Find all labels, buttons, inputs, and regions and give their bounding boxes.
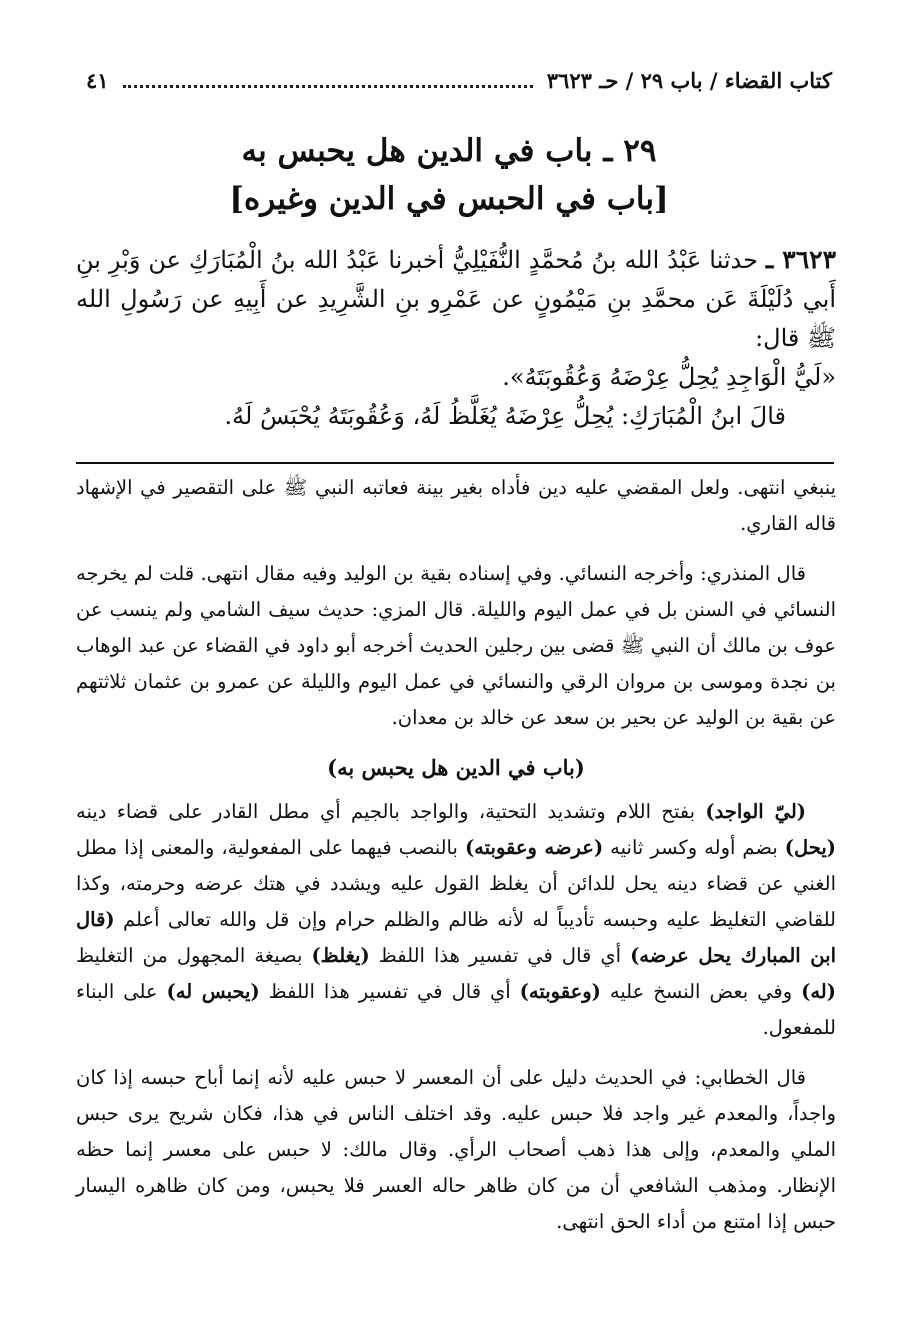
commentary-subheading: (باب في الدين هل يحبس به)	[327, 755, 585, 780]
sharh-text-6: وفي بعض النسخ عليه	[600, 980, 802, 1003]
sharh-bold-1: (ليّ الواجد)	[705, 800, 807, 823]
sharh-bold-7: (وعقوبته)	[519, 980, 601, 1003]
sharh-text-4: أي قال في تفسير هذا اللفظ	[369, 944, 631, 967]
chapter-alt-title: [باب في الحبس في الدين وغيره]	[229, 181, 669, 217]
sharh-text-1: بفتح اللام وتشديد التحتية، والواجد بالجيم أي مطل القادر على قضاء دينه	[76, 800, 706, 823]
sharh-text-8: على البناء للمفعول.	[76, 980, 836, 1039]
commentary	[76, 470, 836, 1254]
page-number: ٤١	[86, 68, 109, 93]
sharh-text-3: بالنصب فيهما على المفعولية، والمعنى إذا مطل الغني عن قضاء دينه يحل للدائن أن يغلظ القول عليه ويشدد في هتك عرضه وحرمته، وكذا للقاضي التغليظ عليه وحبسه تأديباً له لأنه ظالم والظلم حرام وإن قل والله تعالى أعلم	[76, 836, 836, 931]
sharh-paragraph	[76, 794, 836, 1046]
sharh-bold-8: (يحبس له)	[166, 980, 260, 1003]
sharh-bold-4: (قال ابن المبارك يحل عرضه)	[76, 908, 836, 967]
sharh-bold-3: (عرضه وعقوبته)	[464, 836, 604, 859]
leader-dots	[123, 73, 533, 88]
khattabi-paragraph: قال الخطابي: في الحديث دليل على أن المعسر لا حبس عليه لأنه إنما أباح حبسه إذا كان واجداً، والمعدم غير واجد فلا حبس عليه. وقد اختلف الناس في هذا، فكان شريح يرى حبس الملي والمعدم، وإلى هذا ذهب أصحاب الرأي. وقال مالك: لا حبس على معسر إنما حظه الإنظار. ومذهب الشافعي أن من كان ظاهر حاله العسر فلا يحبس، ومن كان ظاهره اليسار حبس إذا امتنع من أداء الحق انتهى.	[76, 1066, 836, 1233]
hadith-matn: «لَيُّ الْوَاجِدِ يُحِلُّ عِرْضَهُ وَعُقُوبَتَهُ».	[502, 363, 836, 391]
running-title: كتاب القضاء / باب ٢٩ / حـ ٣٦٢٣	[546, 68, 832, 93]
sharh-bold-2: (يحل)	[784, 836, 837, 859]
chapter-title: ٢٩ ـ باب في الدين هل يحبس به	[241, 133, 657, 169]
mundhiri-paragraph: قال المنذري: وأخرجه النسائي. وفي إسناده بقية بن الوليد وفيه مقال انتهى. قلت لم يخرجه النسائي في السنن بل في عمل اليوم والليلة. قال المزي: حديث سيف الشامي ولم ينسب عن عوف بن مالك أن النبي ﷺ قضى بين رجلين الحديث أخرجه أبو داود في القضاء عن عبد الوهاب بن نجدة وموسى بن مروان الرقي والنسائي في عمل اليوم والليلة عن عمرو بن عثمان ثلاثتهم عن بقية بن الوليد عن بحير بن سعد عن خالد بن معدان.	[76, 562, 836, 729]
hadith-isnad: حدثنا عَبْدُ الله بنُ مُحمَّدٍ النُّفَيْلِيُّ أخبرنا عَبْدُ الله بنُ الْمُبَارَكِ عن وَبْرِ بنِ أَبي دُلَيْلَةَ عَن محمَّدِ بنِ مَيْمُونٍ عن عَمْرِو بنِ الشَّرِيدِ عن أَبِيهِ عن رَسُولِ الله ﷺ قال:	[76, 246, 836, 352]
hadith-text	[76, 240, 836, 436]
sharh-text-2: بضم أوله وكسر ثانيه	[603, 836, 785, 859]
sharh-text-7: أي قال في تفسير هذا اللفظ	[259, 980, 520, 1003]
running-header	[86, 68, 832, 93]
footnote-divider	[76, 462, 834, 464]
hadith-number: ٣٦٢٣ ـ	[765, 245, 836, 274]
sharh-bold-6: (له)	[801, 980, 836, 1003]
sharh-bold-5: (يغلظ)	[311, 944, 370, 967]
hadith-comment: قالَ ابنُ الْمُبَارَكِ: يُحِلُّ عِرْضَهُ يُغَلَّظُ لَهُ، وَعُقُوبَتَهُ يُحْبَسُ لَهُ.	[224, 402, 786, 430]
note-continuation: ينبغي انتهى. ولعل المقضي عليه دين فأداه بغير بينة فعاتبه النبي ﷺ على التقصير في الإشهاد قاله القاري.	[76, 476, 836, 535]
sharh-text-5: بصيغة المجهول من التغليظ	[76, 944, 312, 967]
